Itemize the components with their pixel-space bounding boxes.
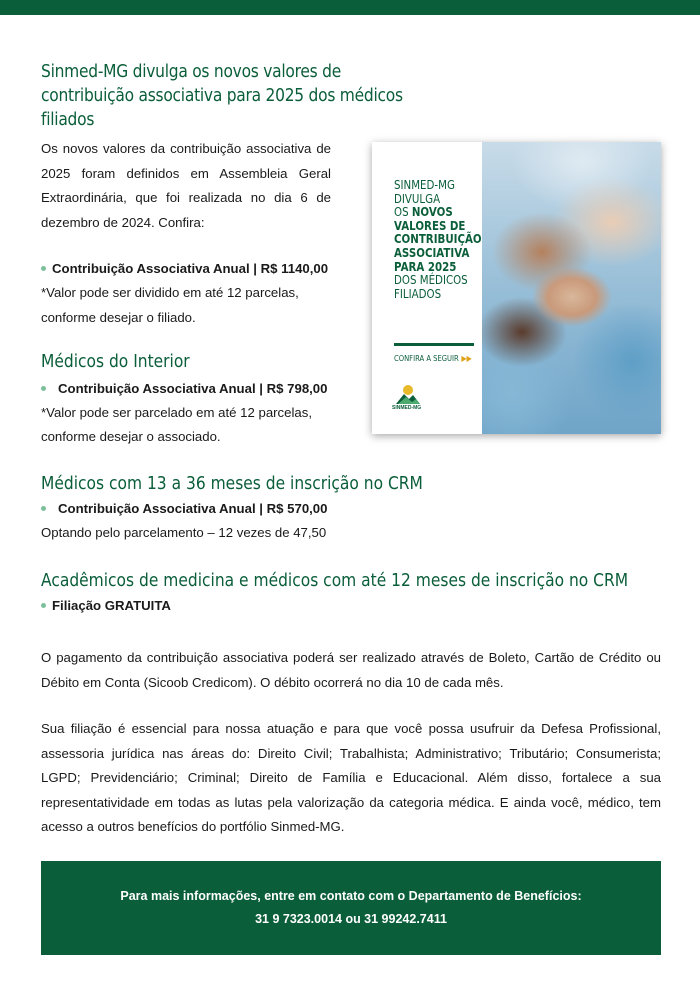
- promo-line-bold: VALORES DE: [394, 217, 466, 233]
- crm-13-36-note: Optando pelo parcelamento – 12 vezes de 47,50: [41, 525, 327, 540]
- promo-cta-text: CONFIRA A SEGUIR: [394, 354, 459, 363]
- academics-bullet: [41, 594, 171, 618]
- promo-line-bold: PARA 2025: [394, 258, 457, 274]
- promo-line-part: OS: [394, 204, 412, 220]
- promo-line: FILIADOS: [394, 285, 442, 301]
- hands-together-photo: [482, 142, 661, 434]
- contact-text: Para mais informações, entre em contato com o Departamento de Benefícios:: [120, 889, 582, 903]
- crm-13-36-heading: Médicos com 13 a 36 meses de inscrição no CRM: [41, 473, 423, 494]
- general-bullet: [41, 257, 328, 281]
- promo-cta: [394, 354, 472, 363]
- promo-line: DOS MÉDICOS: [394, 272, 468, 288]
- top-bar: [0, 0, 700, 15]
- promo-card-text: [394, 177, 482, 301]
- promo-line: [394, 205, 476, 219]
- general-bullet-text: Contribuição Associativa Anual | R$ 1140,00: [52, 261, 329, 276]
- bullet-icon: [41, 266, 46, 271]
- general-note-1: *Valor pode ser dividido em até 12 parcelas,: [41, 285, 299, 300]
- promo-line-bold: ASSOCIATIVA: [394, 244, 470, 260]
- promo-card: [372, 142, 661, 434]
- intro-paragraph: Os novos valores da contribuição associativa de 2025 foram definidos em Assembleia Geral Extraordinária, que foi realizada no dia 6 de dezembro de 2024. Confira:: [41, 141, 331, 230]
- promo-line: SINMED-MG: [394, 177, 455, 192]
- payment-paragraph: O pagamento da contribuição associativa poderá ser realizado através de Boleto, Cartão de Crédito ou Débito em Conta (Sicoob Credicom). O débito ocorrerá no dia 10 de cada mês.: [41, 650, 661, 690]
- interior-bullet: [41, 377, 327, 401]
- academics-bullet-text: Filiação GRATUITA: [52, 598, 171, 613]
- interior-bullet-text: Contribuição Associativa Anual | R$ 798,00: [58, 381, 328, 396]
- promo-divider: [394, 343, 474, 346]
- promo-line-bold: NOVOS: [411, 204, 453, 220]
- promo-line-bold: CONTRIBUIÇÃO: [394, 231, 482, 247]
- double-chevron-right-icon: ▶▶: [461, 354, 472, 363]
- benefits-paragraph: Sua filiação é essencial para nossa atuação e para que você possa usufruir da Defesa Profissional, assessoria jurídica nas áreas do: Direito Civil; Trabalhista; Administrativo; Tributário; Consumerista; LGPD; Previdenciário; Criminal; Direito de Família e Educacional. Além disso, fortalece a sua representatividade em todas as lutas pela valorização da categoria médica. E ainda você, médico, tem acesso a outros benefícios do portfólio Sinmed-MG.: [41, 721, 661, 834]
- promo-line: DIVULGA: [394, 190, 441, 206]
- page-title: Sinmed-MG divulga os novos valores de contribuição associativa para 2025 dos médicos filiados: [41, 61, 403, 130]
- contact-box: [41, 861, 661, 955]
- bullet-icon: [41, 603, 46, 608]
- logo-text: SINMED-MG: [392, 405, 422, 411]
- sinmed-logo-icon: [394, 382, 422, 406]
- contact-phones: 31 9 7323.0014 ou 31 99242.7411: [255, 912, 447, 926]
- interior-note-1: *Valor pode ser parcelado em até 12 parcelas,: [41, 405, 312, 420]
- crm-13-36-bullet-text: Contribuição Associativa Anual | R$ 570,00: [58, 501, 328, 516]
- crm-13-36-bullet: [41, 497, 327, 521]
- interior-heading: Médicos do Interior: [41, 351, 190, 372]
- bullet-icon: [41, 386, 46, 391]
- interior-note-2: conforme desejar o associado.: [41, 429, 221, 444]
- academics-heading: Acadêmicos de medicina e médicos com até 12 meses de inscrição no CRM: [41, 570, 629, 591]
- bullet-icon: [41, 506, 46, 511]
- general-note-2: conforme desejar o filiado.: [41, 310, 196, 325]
